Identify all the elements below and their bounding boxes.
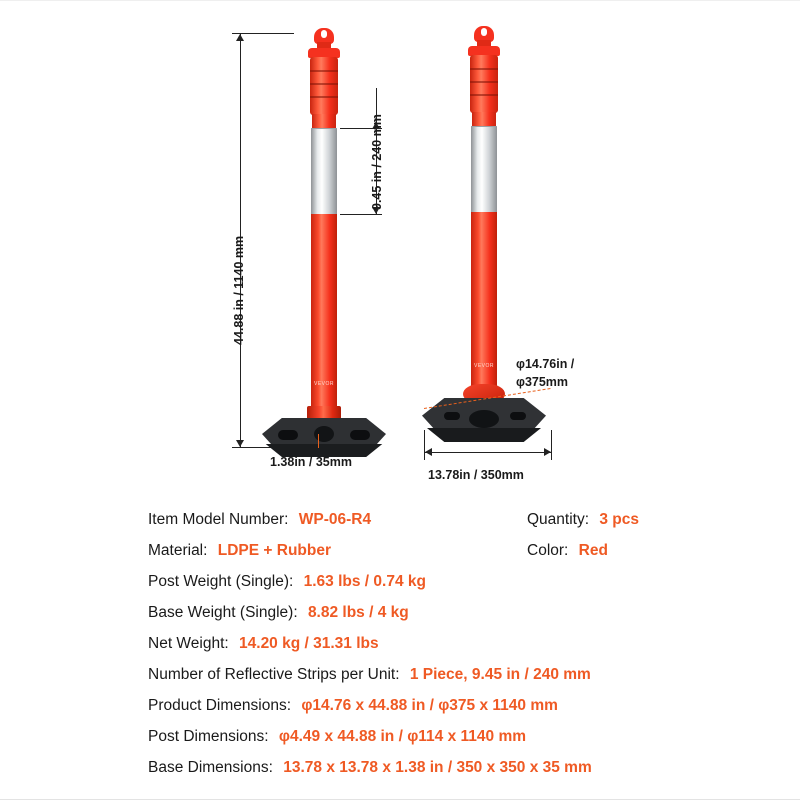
- spec-row: [0, 566, 800, 597]
- quantity-value: 3 pcs: [599, 511, 639, 528]
- base-left-slot: [350, 430, 370, 440]
- spec-label: Item Model Number:: [148, 511, 289, 528]
- post-right: [460, 26, 508, 426]
- post-cap-hole: [481, 28, 487, 36]
- strip-lower-tick: [340, 214, 382, 215]
- base-right-center-hole: [469, 410, 499, 428]
- spec-row: [0, 597, 800, 628]
- base-right-side-face: [422, 428, 546, 442]
- post-left: [300, 28, 348, 428]
- post-head-rib: [310, 70, 338, 72]
- base-thickness-marker: [318, 434, 319, 448]
- post-head: [310, 57, 338, 115]
- spec-value: LDPE + Rubber: [217, 542, 332, 559]
- spec-label: Material:: [148, 542, 208, 559]
- base-width-right-tick: [551, 430, 552, 460]
- post-head-rib: [310, 83, 338, 85]
- post-cap-hole: [321, 30, 327, 38]
- base-left-slot: [278, 430, 298, 440]
- spec-label: Number of Reflective Strips per Unit:: [148, 666, 400, 683]
- total-height-label: 44.88 in / 1140 mm: [232, 235, 246, 345]
- spec-label: Base Weight (Single):: [148, 604, 298, 621]
- color-field: [527, 535, 608, 566]
- base-diameter-label-line1: φ14.76in / φ375mm: [516, 357, 575, 389]
- base-width-arrow-left: [425, 448, 432, 456]
- brand-label: VEVOR: [313, 381, 334, 387]
- spec-label: Product Dimensions:: [148, 697, 292, 714]
- post-tube: [311, 214, 337, 408]
- spec-row: [0, 535, 800, 566]
- spec-label: Base Dimensions:: [148, 759, 273, 776]
- spec-row: [0, 504, 800, 535]
- spec-value: 14.20 kg / 31.31 lbs: [239, 635, 379, 652]
- spec-value: 1.63 lbs / 0.74 kg: [303, 573, 426, 590]
- post-head-rib: [470, 68, 498, 70]
- spec-value: φ4.49 x 44.88 in / φ114 x 1140 mm: [278, 728, 527, 745]
- total-height-arrow-up: [236, 34, 244, 41]
- spec-value: 13.78 x 13.78 x 1.38 in / 350 x 350 x 35 mm: [283, 759, 592, 776]
- total-height-arrow-down: [236, 440, 244, 447]
- spec-list: [0, 492, 800, 800]
- reflective-strip: [311, 128, 337, 216]
- base-thickness-label: 1.38in / 35mm: [270, 455, 352, 469]
- quantity-field: [527, 504, 639, 535]
- spec-value: 1 Piece, 9.45 in / 240 mm: [409, 666, 591, 683]
- spec-row: [0, 721, 800, 752]
- post-head-rib: [470, 81, 498, 83]
- base-right: [422, 398, 546, 454]
- base-width-label: 13.78in / 350mm: [428, 468, 524, 482]
- color-value: Red: [578, 542, 608, 559]
- spec-value: WP-06-R4: [298, 511, 372, 528]
- spec-value: 8.82 lbs / 4 kg: [307, 604, 409, 621]
- base-width-arrow-right: [544, 448, 551, 456]
- spec-row: [0, 628, 800, 659]
- base-width-line: [424, 452, 552, 453]
- brand-label: VEVOR: [473, 363, 494, 369]
- post-head: [470, 55, 498, 113]
- base-right-slot: [444, 412, 460, 420]
- spec-row: [0, 659, 800, 690]
- spec-label: Net Weight:: [148, 635, 229, 652]
- reflective-strip: [471, 126, 497, 214]
- strip-height-label: 9.45 in / 240 mm: [370, 114, 384, 210]
- spec-row: [0, 752, 800, 783]
- spec-value: φ14.76 x 44.88 in / φ375 x 1140 mm: [301, 697, 558, 714]
- spec-label: Post Dimensions:: [148, 728, 269, 745]
- base-right-slot: [510, 412, 526, 420]
- quantity-label: Quantity:: [527, 511, 590, 528]
- base-left-center-hole: [314, 426, 334, 442]
- spec-label: Post Weight (Single):: [148, 573, 294, 590]
- post-head-rib: [470, 94, 498, 96]
- spec-row: [0, 690, 800, 721]
- post-head-rib: [310, 96, 338, 98]
- color-label: Color:: [527, 542, 569, 559]
